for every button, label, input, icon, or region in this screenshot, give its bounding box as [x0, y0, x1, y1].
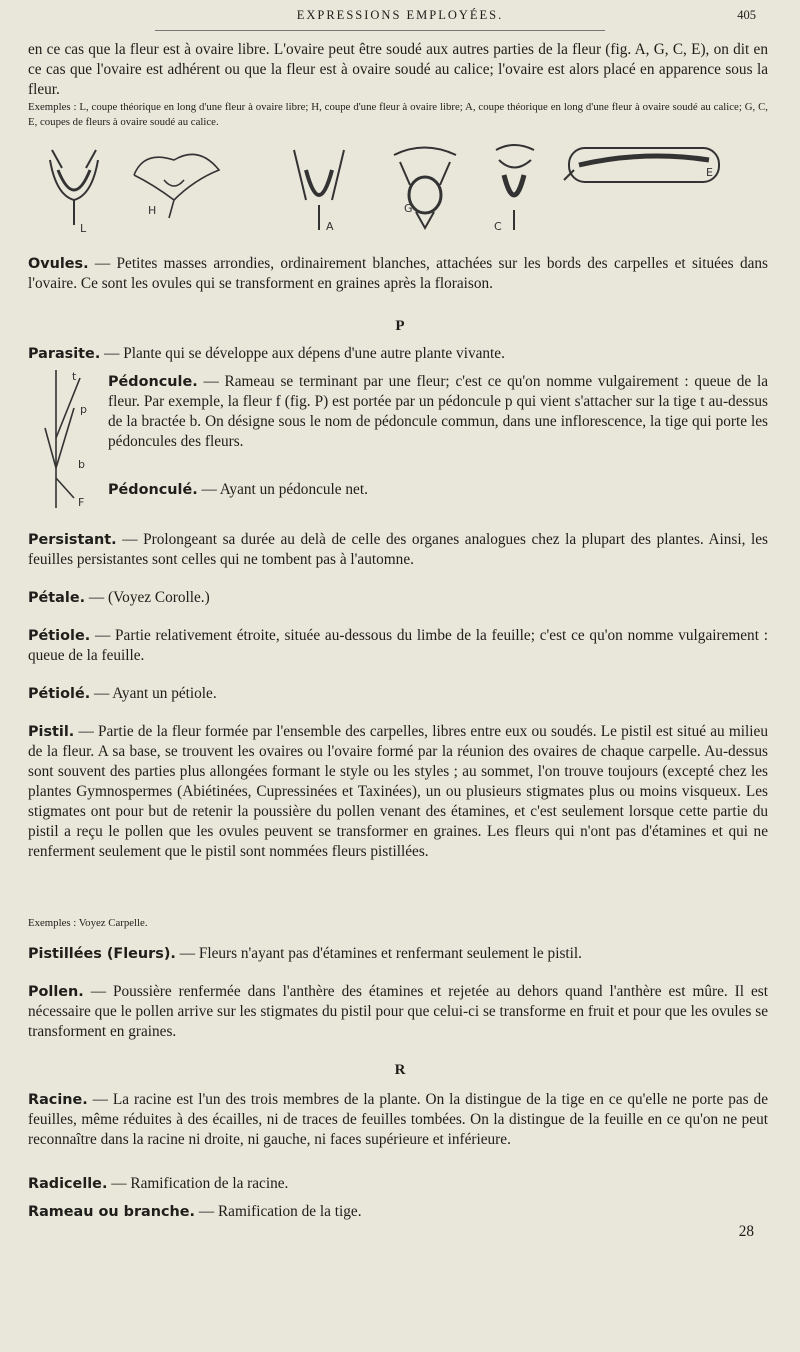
entry-pistillees — [28, 944, 768, 964]
label-L: L — [80, 222, 87, 235]
term-radicelle: Radicelle. — [28, 1176, 108, 1192]
term-petiole: Pétiole. — [28, 628, 91, 644]
entry-ovules — [28, 254, 768, 294]
header-rule — [155, 30, 605, 31]
def-pistil: — Partie de la fleur formée par l'ensemble des carpelles, libres entre eux ou soudés. Le pistil est situé au milieu de la fleur. A sa base, se trouvent les ovaires ou l'ovaire formé par la réunion des ovaires de chaque carpelle. Au-dessus sont souvent des parties plus allongées formant le style ou les styles ; au sommet, l'on trouve toujours (excepté chez les plantes Gymnospermes (Abiétinées, Cupressinées et Taxinées), un ou plusieurs stigmates plus ou moins visqueux. Les stigmates ont pour but de retenir la poussière du pollen venant des étamines, et c'est seulement lorsque cette partie du pistil a reçu le pollen que les ovules peuvent se transformer en graines. Les fleurs qui n'ont pas d'étamines et qui ne renferment seulement que le pistil sont nommées fleurs pistillées. — [28, 723, 768, 860]
entry-pedoncule-adj — [108, 480, 768, 500]
figure-L — [50, 150, 98, 225]
figure-H — [134, 154, 219, 218]
term-pistillees: Pistillées (Fleurs). — [28, 946, 176, 962]
def-pollen: — Poussière renfermée dans l'anthère des étamines et rejetée au dehors quand l'anthère est mûre. Il est nécessaire que le pollen arrive sur les stigmates du pistil pour que celui-ci se transforme en fruit et pour que les ovules se transforment en graines. — [28, 983, 768, 1040]
entry-rameau — [28, 1202, 768, 1222]
figure-A — [294, 150, 344, 230]
running-header — [0, 8, 800, 23]
term-pedoncule: Pédoncule. — [108, 374, 198, 390]
def-parasite: — Plante qui se développe aux dépens d'une autre plante vivante. — [100, 345, 505, 362]
figure-E — [564, 148, 719, 182]
entry-pollen — [28, 982, 768, 1042]
term-persistant: Persistant. — [28, 532, 117, 548]
section-letter-r: R — [394, 1062, 406, 1078]
figure-G — [394, 148, 456, 229]
def-petale: — (Voyez Corolle.) — [85, 589, 210, 606]
ovaire-paragraph: en ce cas que la fleur est à ovaire libre. L'ovaire peut être soudé aux autres parties de la fleur (fig. A, G, C, E), on dit en ce cas que l'ovaire est adhérent ou que la fleur est à ovaire soudé au calice; l'ovaire est alors placé en apparence sous la fleur. — [28, 41, 768, 98]
term-pistil: Pistil. — [28, 724, 75, 740]
label-H: H — [148, 204, 157, 217]
entry-racine — [28, 1090, 768, 1150]
signature-mark: 28 — [738, 1223, 754, 1240]
label-A: A — [326, 220, 334, 233]
entry-petiole-adj — [28, 684, 768, 704]
def-petiole-adj: — Ayant un pétiole. — [90, 685, 217, 702]
term-petiole-adj: Pétiolé. — [28, 686, 91, 702]
def-rameau: — Ramification de la tige. — [195, 1203, 362, 1220]
page-number: 405 — [737, 8, 756, 22]
label-E: E — [706, 166, 713, 179]
label-p: p — [80, 403, 87, 416]
def-pedoncule: — Rameau se terminant par une fleur; c'est ce qu'on nomme vulgairement : queue de la fleur. Par exemple, la fleur f (fig. P) est portée par un pédoncule p qui vient s'attacher sur la tige t au-dessus de la bractée b. On désigne sous le nom de pédoncule commun, dans une inflorescence, la tige qui porte les pédoncules des fleurs. — [108, 373, 768, 450]
term-ovules: Ovules. — [28, 256, 89, 272]
term-pedoncule-adj: Pédonculé. — [108, 482, 198, 498]
term-parasite: Parasite. — [28, 346, 101, 362]
entry-pistil — [28, 722, 768, 862]
term-petale: Pétale. — [28, 590, 86, 606]
term-rameau: Rameau ou branche. — [28, 1204, 196, 1220]
entry-parasite — [28, 344, 768, 364]
entry-pedoncule — [108, 372, 768, 452]
def-pedoncule-adj: — Ayant un pédoncule net. — [197, 481, 368, 498]
def-persistant: — Prolongeant sa durée au delà de celle des organes analogues chez la plupart des plantes. Ainsi, les feuilles persistantes sont celles qui ne tombent pas à l'automne. — [28, 531, 768, 568]
entry-persistant — [28, 530, 768, 570]
term-racine: Racine. — [28, 1092, 88, 1108]
entry-petiole — [28, 626, 768, 666]
label-C: C — [494, 220, 502, 233]
running-title: EXPRESSIONS EMPLOYÉES. — [296, 8, 504, 22]
figure-C — [496, 145, 534, 230]
entry-radicelle — [28, 1174, 768, 1194]
pistil-examples: Exemples : Voyez Carpelle. — [28, 917, 148, 929]
def-pistillees: — Fleurs n'ayant pas d'étamines et renfermant seulement le pistil. — [175, 945, 582, 962]
def-racine: — La racine est l'un des trois membres de la plante. On la distingue de la tige en ce qu'elle ne porte pas de feuilles, même réduites à des écailles, ni de traces de feuilles tombées. On la distingue de la feuille en ce qu'on ne peut reconnaître dans la racine ni droite, ni gauche, ni faces supérieure et inférieure. — [28, 1091, 768, 1148]
def-ovules: — Petites masses arrondies, ordinairement blanches, attachées sur les bords des carpelles et situées dans l'ovaire. Ce sont les ovules qui se transforment en graines après la floraison. — [28, 255, 768, 292]
label-b: b — [78, 458, 85, 471]
flower-sections-figure — [44, 140, 764, 235]
term-pollen: Pollen. — [28, 984, 84, 1000]
pedoncule-figure — [40, 368, 92, 513]
section-letter-p: P — [395, 318, 405, 334]
def-petiole: — Partie relativement étroite, située au-dessous du limbe de la feuille; c'est ce qu'on nomme vulgairement : queue de la feuille. — [28, 627, 768, 664]
label-f: F — [78, 496, 85, 509]
label-G: G — [404, 202, 413, 215]
ovaire-examples: Exemples : L, coupe théorique en long d'une fleur à ovaire libre; H, coupe d'une fleur à ovaire libre; A, coupe théorique en long d'une fleur à ovaire soudé au calice; G, C, E, coupes de fleurs à ovaire soudé au calice. — [28, 101, 768, 128]
entry-petale — [28, 588, 768, 608]
label-t: t — [72, 370, 77, 383]
def-radicelle: — Ramification de la racine. — [107, 1175, 289, 1192]
